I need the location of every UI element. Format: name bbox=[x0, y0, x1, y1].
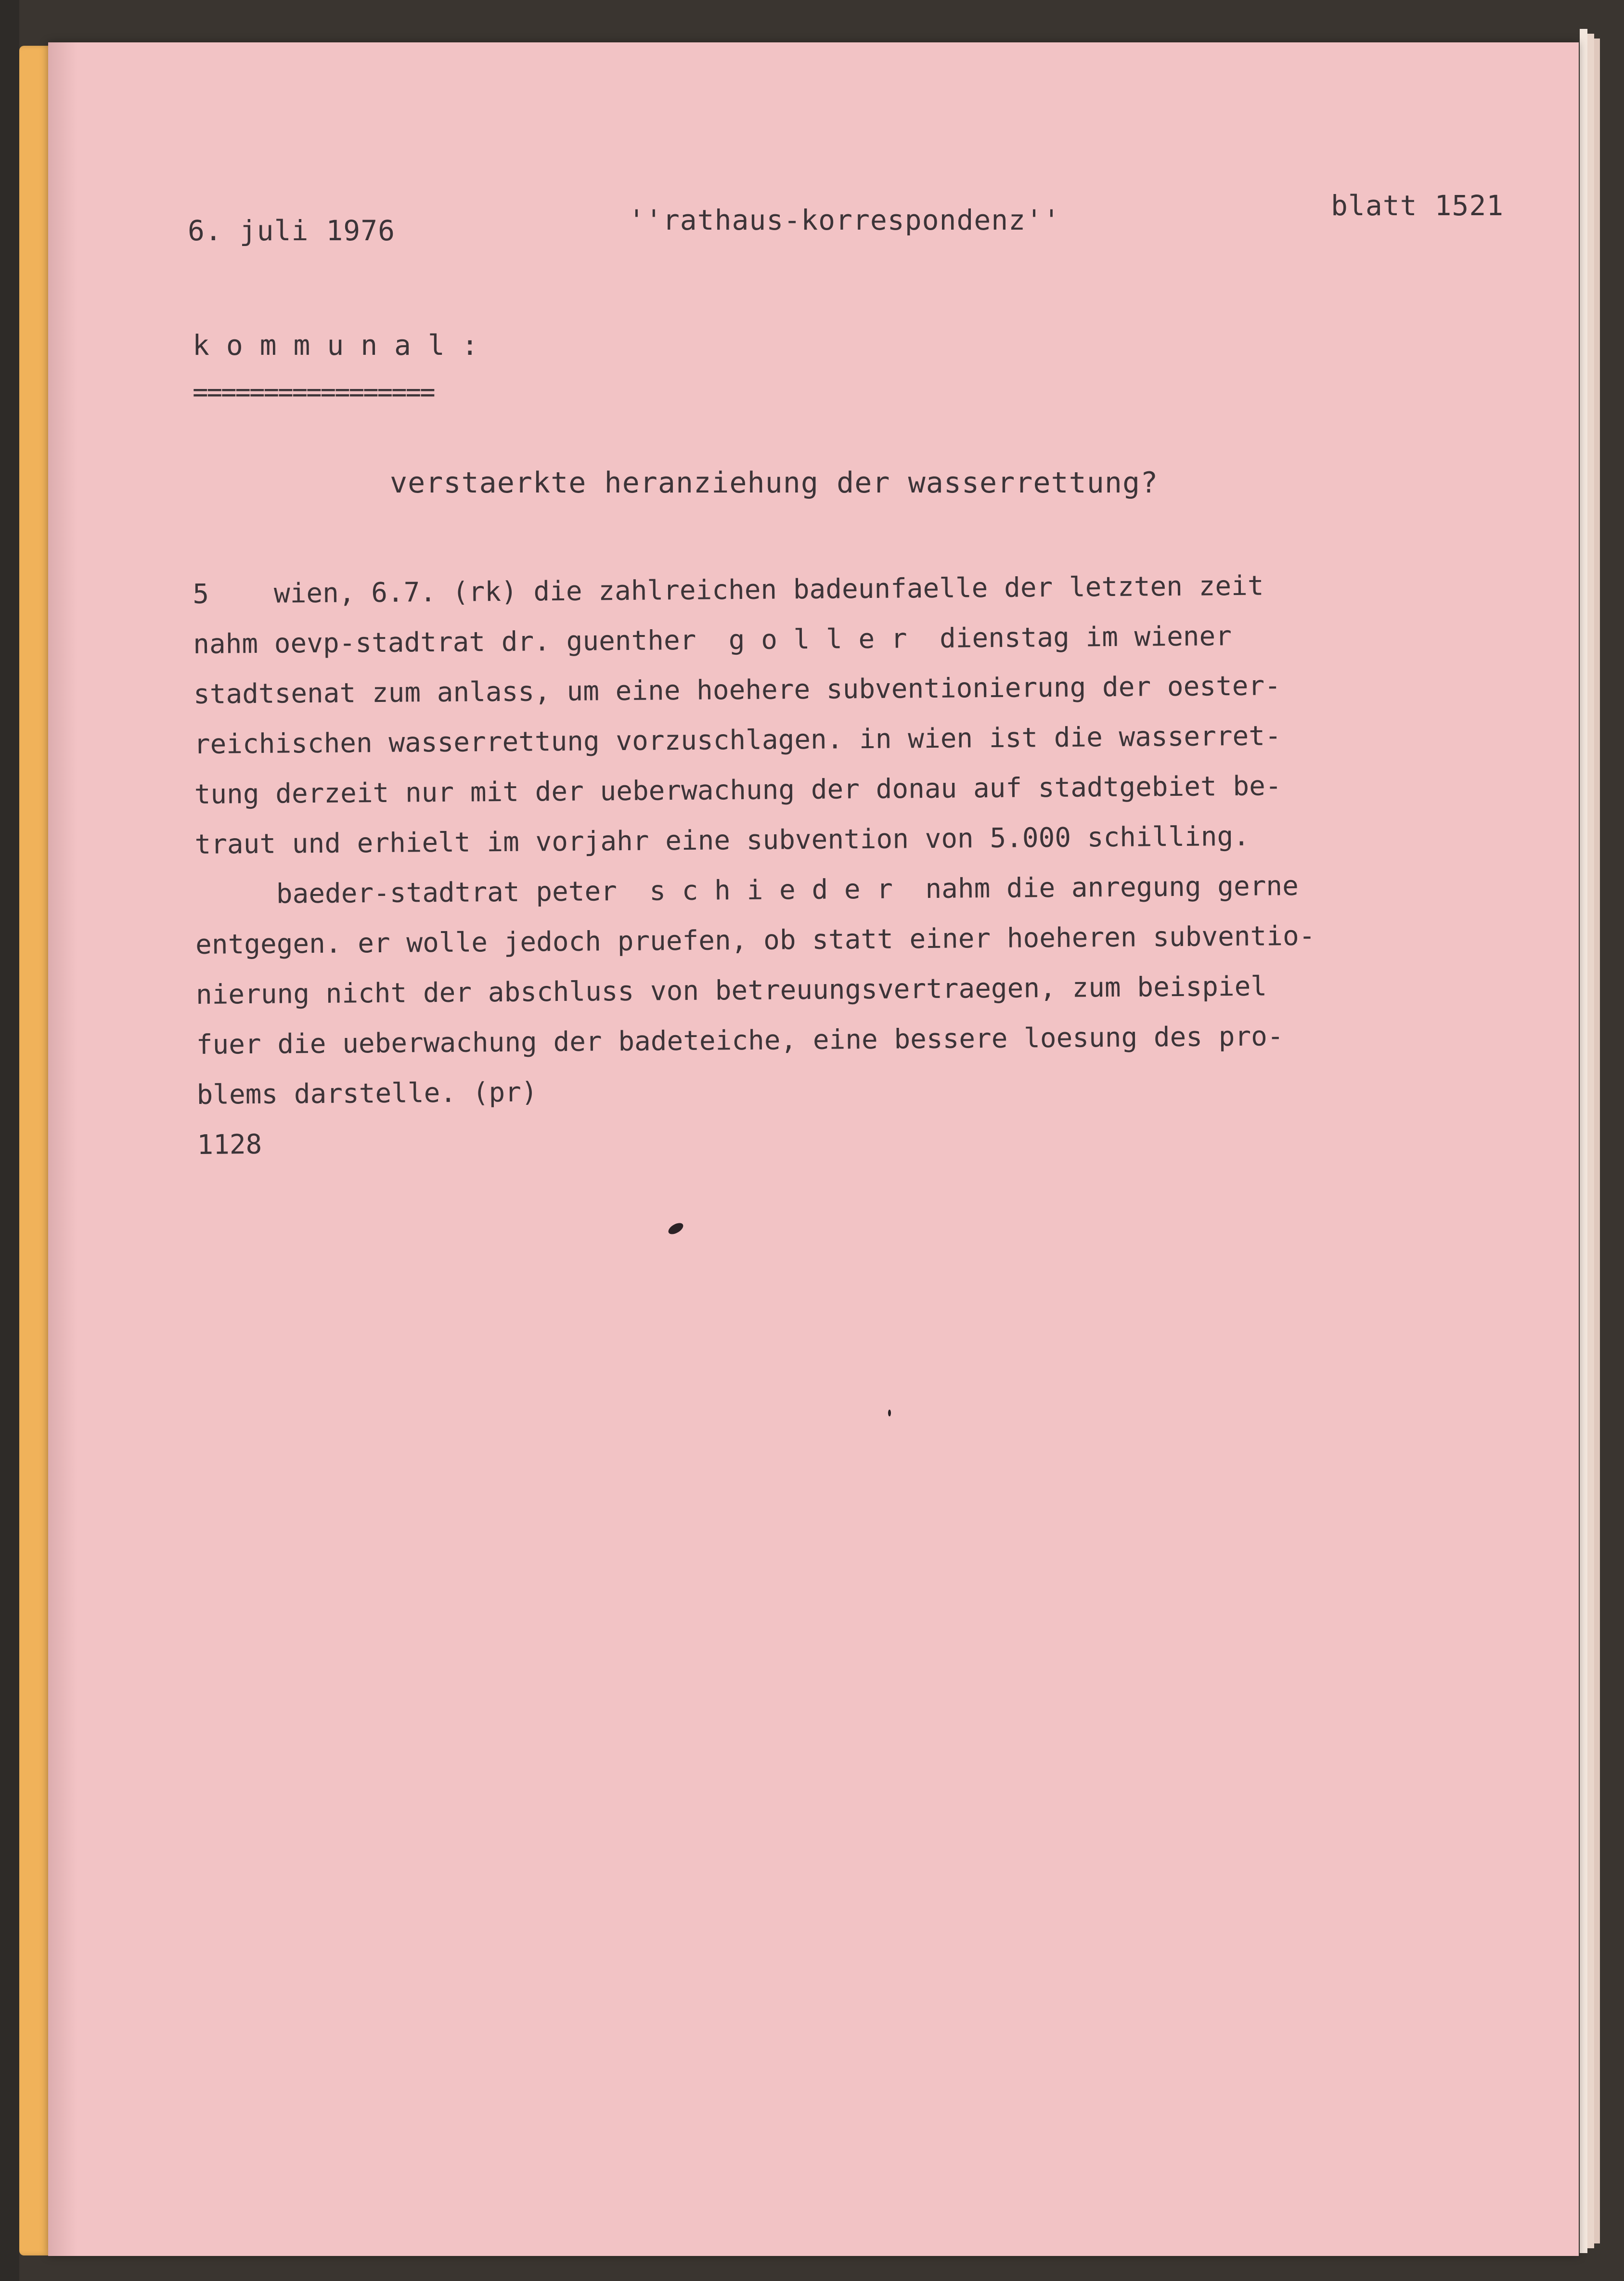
body-line: baeder-stadtrat peter s c h i e d e r nahm die anregung gerne bbox=[195, 870, 1299, 910]
ink-spot bbox=[667, 1221, 685, 1237]
body-line: blems darstelle. (pr) bbox=[196, 1076, 538, 1111]
body-line: nierung nicht der abschluss von betreuungsvertraegen, zum beispiel bbox=[195, 971, 1267, 1011]
article-body bbox=[193, 559, 1574, 1170]
header-sheet-number: blatt 1521 bbox=[1331, 189, 1504, 222]
header-date: 6. juli 1976 bbox=[188, 214, 396, 247]
document-page bbox=[48, 42, 1579, 2256]
body-line: stadtsenat zum anlass, um eine hoehere subventionierung der oester- bbox=[193, 670, 1281, 710]
article-headline: verstaerkte heranziehung der wasserrettung? bbox=[390, 466, 1159, 500]
body-line: traut und erhielt im vorjahr eine subvention von 5.000 schilling. bbox=[194, 820, 1250, 860]
body-line: 5 wien, 6.7. (rk) die zahlreichen badeunfaelle der letzten zeit bbox=[193, 570, 1264, 610]
body-line: tung derzeit nur mit der ueberwachung der donau auf stadtgebiet be- bbox=[194, 770, 1282, 810]
body-line: entgegen. er wolle jedoch pruefen, ob statt einer hoeheren subventio- bbox=[195, 920, 1315, 960]
body-line: nahm oevp-stadtrat dr. guenther g o l l e r dienstag im wiener bbox=[193, 621, 1232, 660]
paper-edge bbox=[1580, 29, 1587, 2253]
paper-edge bbox=[1587, 34, 1594, 2248]
ink-spot bbox=[888, 1410, 891, 1416]
section-underline: ================= bbox=[193, 377, 434, 407]
document-number: 1128 bbox=[197, 1128, 262, 1161]
section-title: k o m m u n a l : bbox=[193, 329, 478, 362]
body-line: reichischen wasserrettung vorzuschlagen. in wien ist die wasserret- bbox=[193, 720, 1281, 760]
header-publication: ''rathaus-korrespondenz'' bbox=[628, 204, 1060, 236]
paper-edge bbox=[1594, 39, 1600, 2243]
body-line: fuer die ueberwachung der badeteiche, eine bessere loesung des pro- bbox=[196, 1021, 1284, 1061]
scanner-background bbox=[0, 0, 19, 2281]
